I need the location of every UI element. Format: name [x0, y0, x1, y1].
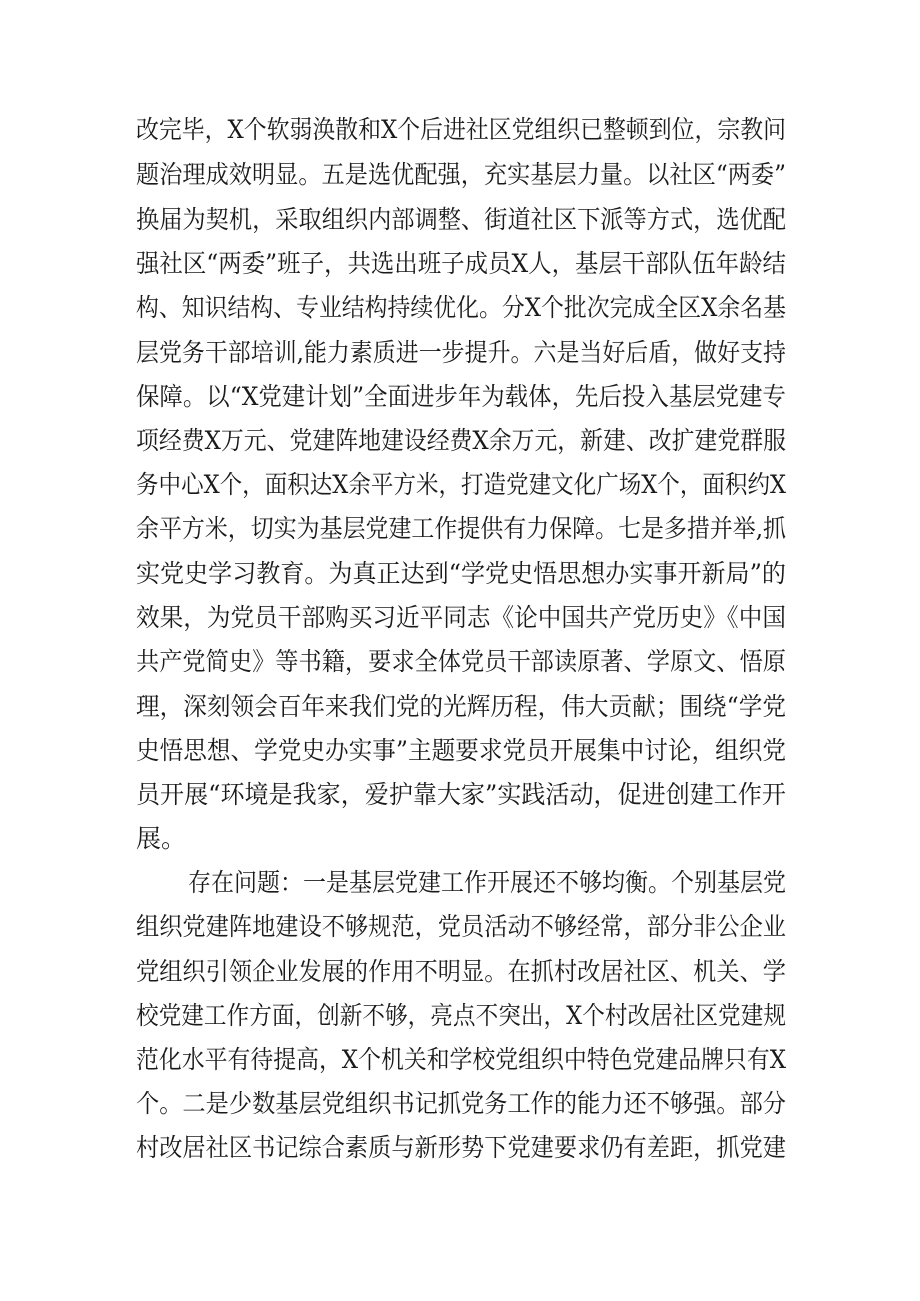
text-line	[0, 1038, 920, 1082]
text-line-content: 范化水平有待提高，X个机关和学校党组织中特色党建品牌只有X	[136, 1045, 786, 1074]
text-line-content: 效果，为党员干部购买习近平同志《论中国共产党历史》《中国	[136, 603, 786, 632]
text-line-content: 题治理成效明显。五是选优配强，充实基层力量。以社区“两委”	[136, 160, 786, 189]
text-line-content: 共产党简史》等书籍，要求全体党员干部读原著、学原文、悟原	[136, 647, 787, 676]
text-line-content: 村改居社区书记综合素质与新形势下党建要求仍有差距，抓党建	[136, 1133, 787, 1162]
text-line	[0, 773, 920, 817]
text-line	[0, 729, 920, 773]
text-line	[0, 286, 920, 330]
text-line	[0, 375, 920, 419]
text-line-content: 务中心X个，面积达X余平方米，打造党建文化广场X个，面积约X	[136, 470, 787, 499]
text-line-content: 党组织引领企业发展的作用不明显。在抓村改居社区、机关、学	[136, 957, 787, 986]
text-line-content: 换届为契机，采取组织内部调整、街道社区下派等方式，选优配	[136, 205, 787, 234]
text-line	[0, 596, 920, 640]
text-line-content: 员开展“环境是我家，爱护靠大家”实践活动，促进创建工作开	[136, 780, 786, 809]
text-line	[0, 108, 920, 152]
text-line-content: 项经费X万元、党建阵地建设经费X余万元，新建、改扩建党群服	[136, 426, 786, 455]
text-line	[0, 994, 920, 1038]
text-line-content: 史悟思想、学党史办实事”主题要求党员开展集中讨论，组织党	[136, 736, 786, 765]
text-line	[0, 1126, 920, 1170]
text-line	[0, 1082, 920, 1126]
text-line	[0, 552, 920, 596]
text-line-content: 理，深刻领会百年来我们党的光辉历程，伟大贡献；围绕“学党	[136, 692, 786, 721]
text-line-content: 保障。以“X党建计划”全面进步年为载体，先后投入基层党建专	[136, 382, 786, 411]
text-line-content: 展。	[136, 824, 187, 853]
text-line-content: 余平方米，切实为基层党建工作提供有力保障。七是多措并举,抓	[136, 514, 786, 543]
text-line	[0, 242, 920, 286]
text-line-content: 组织党建阵地建设不够规范，党员活动不够经常，部分非公企业	[136, 912, 787, 941]
text-line	[0, 685, 920, 729]
text-line	[0, 463, 920, 507]
text-line	[0, 507, 920, 551]
text-line-content: 个。二是少数基层党组织书记抓党务工作的能力还不够强。部分	[136, 1089, 787, 1118]
text-line	[0, 640, 920, 684]
text-line	[0, 419, 920, 463]
text-line	[0, 861, 920, 905]
text-line	[0, 817, 920, 861]
text-line-content: 改完毕，X个软弱涣散和X个后进社区党组织已整顿到位，宗教问	[136, 115, 786, 144]
text-line-content: 校党建工作方面，创新不够，亮点不突出，X个村改居社区党建规	[136, 1001, 786, 1030]
text-line	[0, 198, 920, 242]
text-line	[0, 905, 920, 949]
text-line-content: 构、知识结构、专业结构持续优化。分X个批次完成全区X余名基	[136, 293, 786, 322]
text-line	[0, 153, 920, 197]
text-line-content: 强社区“两委”班子，共选出班子成员X人，基层干部队伍年龄结	[136, 249, 786, 278]
text-line	[0, 331, 920, 375]
text-line-content: 层党务干部培训,能力素质进一步提升。六是当好后盾，做好支持	[136, 338, 786, 367]
text-line	[0, 950, 920, 994]
text-line-content: 实党史学习教育。为真正达到“学党史悟思想办实事开新局”的	[136, 559, 786, 588]
text-line-content: 存在问题：一是基层党建工作开展还不够均衡。个别基层党	[188, 868, 787, 897]
